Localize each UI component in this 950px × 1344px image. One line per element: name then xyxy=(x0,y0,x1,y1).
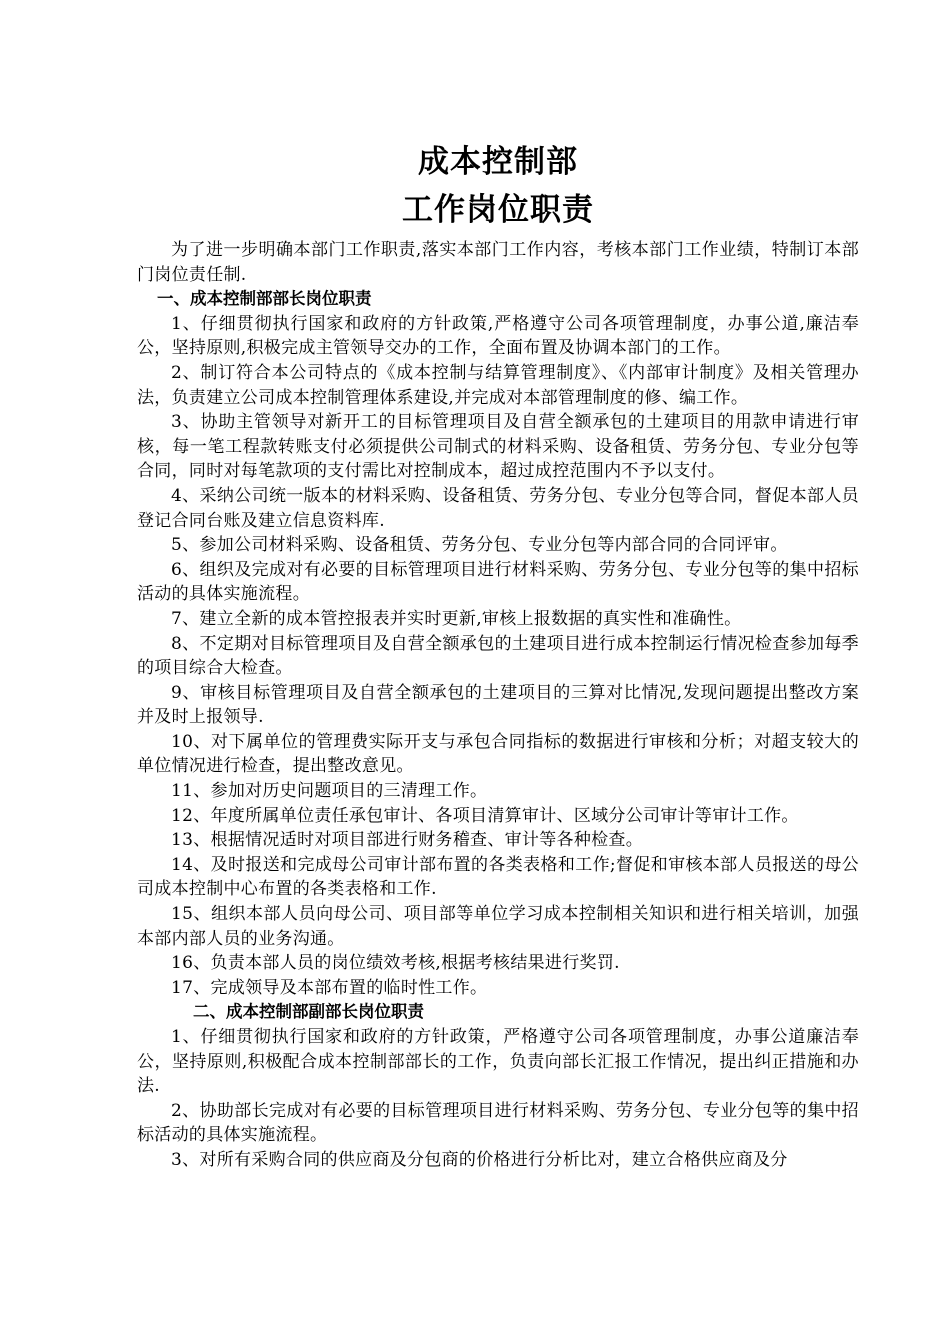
list-item: 3、协助主管领导对新开工的目标管理项目及自营全额承包的土建项目的用款申请进行审核，每一笔工程款转账支付必须提供公司制式的材料采购、设备租赁、劳务分包、专业分包等合同，同时对每笔款项的支付需比对控制成本，超过成控范围内不予以支付。 xyxy=(137,412,859,482)
list-item: 14、及时报送和完成母公司审计部布置的各类表格和工作;督促和审核本部人员报送的母公司成本控制中心布置的各类表格和工作. xyxy=(137,854,859,900)
list-item: 8、不定期对目标管理项目及自营全额承包的土建项目进行成本控制运行情况检查参加每季的项目综合大检查。 xyxy=(137,633,859,679)
list-item: 3、对所有采购合同的供应商及分包商的价格进行分析比对，建立合格供应商及分 xyxy=(171,1149,788,1170)
list-item: 12、年度所属单位责任承包审计、各项目清算审计、区域分公司审计等审计工作。 xyxy=(171,805,799,826)
list-item: 16、负责本部人员的岗位绩效考核,根据考核结果进行奖罚. xyxy=(171,953,620,974)
list-item: 9、审核目标管理项目及自营全额承包的土建项目的三算对比情况,发现问题提出整改方案并及时上报领导. xyxy=(137,682,859,728)
section2-list xyxy=(137,1025,859,1173)
list-item: 11、参加对历史问题项目的三清理工作。 xyxy=(171,781,488,802)
list-item: 10、对下属单位的管理费实际开支与承包合同指标的数据进行审核和分析；对超支较大的单位情况进行检查，提出整改意见。 xyxy=(137,731,859,777)
list-item: 1、仔细贯彻执行国家和政府的方针政策,严格遵守公司各项管理制度，办事公道,廉洁奉公，坚持原则,积极完成主管领导交办的工作，全面布置及协调本部门的工作。 xyxy=(137,313,859,359)
list-item: 15、组织本部人员向母公司、项目部等单位学习成本控制相关知识和进行相关培训，加强本部内部人员的业务沟通。 xyxy=(137,904,859,949)
list-item: 6、组织及完成对有必要的目标管理项目进行材料采购、劳务分包、专业分包等的集中招标活动的具体实施流程。 xyxy=(137,559,859,605)
list-item: 1、仔细贯彻执行国家和政府的方针政策，严格遵守公司各项管理制度，办事公道廉洁奉公，坚持原则,积极配合成本控制部部长的工作，负责向部长汇报工作情况，提出纠正措施和办法. xyxy=(137,1027,859,1097)
list-item: 7、建立全新的成本管控报表并实时更新,审核上报数据的真实性和准确性。 xyxy=(171,608,742,629)
list-item: 17、完成领导及本部布置的临时性工作。 xyxy=(171,977,488,998)
document-title-line1: 成本控制部 xyxy=(418,144,578,180)
list-item: 4、采纳公司统一版本的材料采购、设备租赁、劳务分包、专业分包等合同，督促本部人员登记合同台账及建立信息资料库. xyxy=(137,485,859,531)
list-item: 2、协助部长完成对有必要的目标管理项目进行材料采购、劳务分包、专业分包等的集中招标活动的具体实施流程。 xyxy=(137,1100,859,1146)
document-title-line2: 工作岗位职责 xyxy=(402,192,594,228)
list-item: 13、根据情况适时对项目部进行财务稽查、审计等各种检查。 xyxy=(171,830,644,851)
list-item: 5、参加公司材料采购、设备租赁、劳务分包、专业分包等内部合同的合同评审。 xyxy=(171,535,788,556)
list-item: 2、制订符合本公司特点的《成本控制与结算管理制度》、《内部审计制度》及相关管理办法，负责建立公司成本控制管理体系建设,并完成对本部管理制度的修、编工作。 xyxy=(137,362,859,408)
intro-paragraph: 为了进一步明确本部门工作职责,落实本部门工作内容，考核本部门工作业绩，特制订本部门岗位责任制. xyxy=(137,240,859,285)
section1-heading: 一、成本控制部部长岗位职责 xyxy=(157,289,372,309)
document-page xyxy=(137,138,859,1173)
section1-list xyxy=(137,312,859,1001)
section2-heading: 二、成本控制部副部长岗位职责 xyxy=(193,1002,424,1022)
